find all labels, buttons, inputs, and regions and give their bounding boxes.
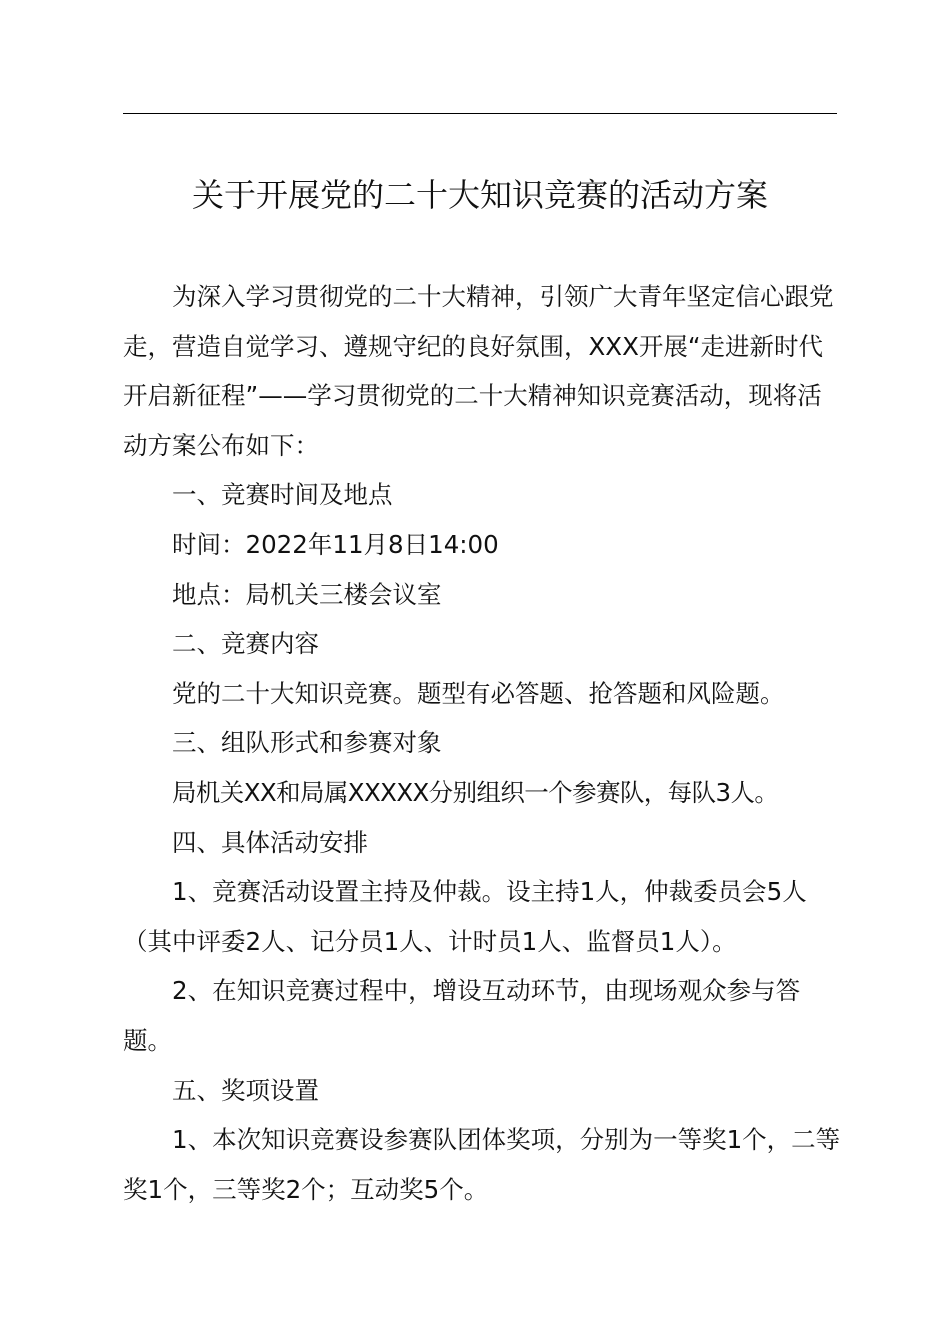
arrangement-1-paragraph: 1、竞赛活动设置主持及仲裁。设主持1人，仲裁委员会5人（其中评委2人、记分员1人、计时员1人、监督员1人）。	[123, 877, 807, 956]
section-5-heading: 五、奖项设置	[172, 1075, 319, 1105]
section-1-heading: 一、竞赛时间及地点	[172, 480, 393, 510]
teams-line: 局机关XX和局属XXXXX分别组织一个参赛队，每队3人。	[172, 777, 779, 807]
header-rule	[123, 113, 837, 114]
location-line: 地点：局机关三楼会议室	[172, 579, 442, 609]
section-2-heading: 二、竞赛内容	[172, 629, 319, 659]
time-line: 时间：2022年11月8日14:00	[172, 529, 499, 559]
award-1-paragraph: 1、本次知识竞赛设参赛队团体奖项，分别为一等奖1个，二等奖1个，三等奖2个；互动奖5个。	[123, 1125, 841, 1204]
arrangement-2-paragraph: 2、在知识竞赛过程中，增设互动环节，由现场观众参与答题。	[123, 976, 801, 1055]
section-4-heading: 四、具体活动安排	[172, 827, 368, 857]
content-line: 党的二十大知识竞赛。题型有必答题、抢答题和风险题。	[172, 678, 785, 708]
intro-paragraph: 为深入学习贯彻党的二十大精神，引领广大青年坚定信心跟党走，营造自觉学习、遵规守纪的良好氛围，XXX开展“走进新时代开启新征程”——学习贯彻党的二十大精神知识竞赛活动，现将活动方案公布如下：	[123, 282, 834, 460]
section-3-heading: 三、组队形式和参赛对象	[172, 728, 442, 758]
document-title: 关于开展党的二十大知识竞赛的活动方案	[191, 176, 768, 214]
document-body	[123, 272, 841, 1214]
